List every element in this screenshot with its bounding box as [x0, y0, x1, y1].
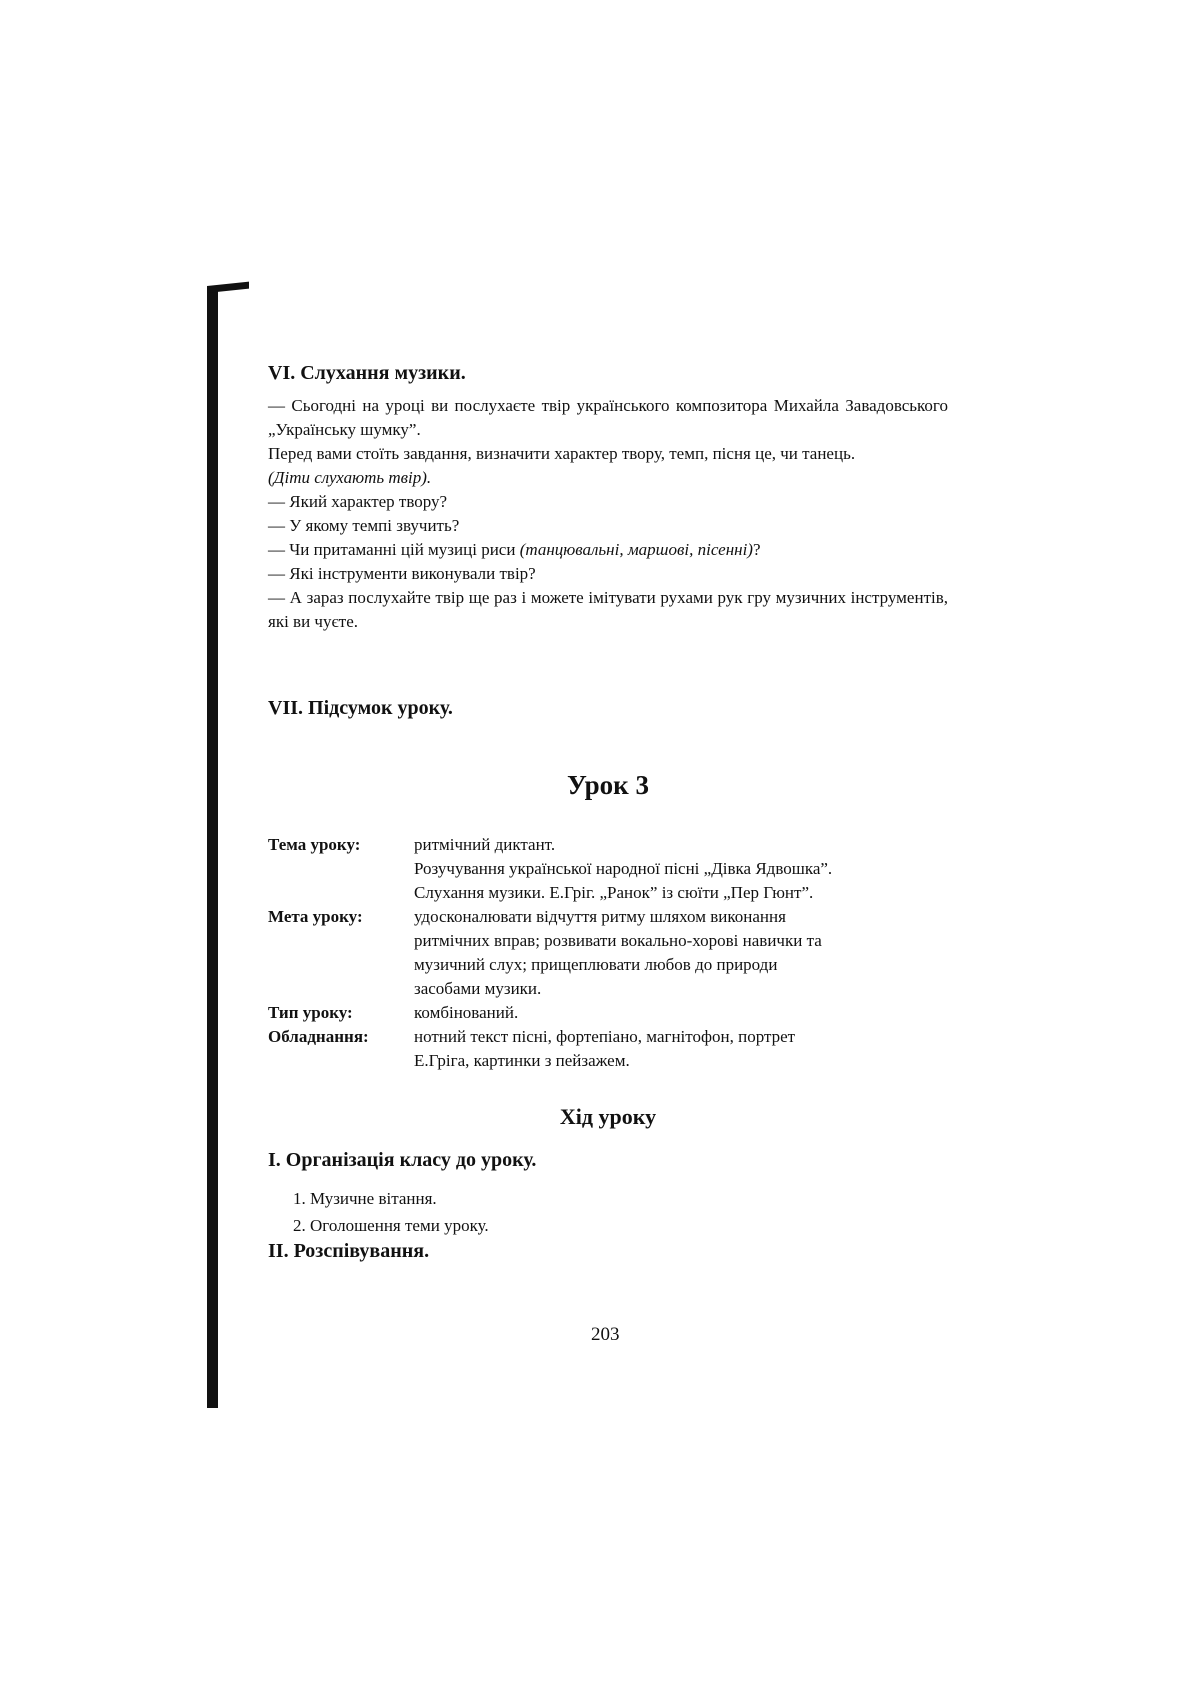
binding-edge: [207, 288, 218, 1408]
meta-row: [268, 1001, 948, 1025]
section-ii-title: II. Розспівування.: [268, 1240, 430, 1262]
question-character: — Який характер твору?: [268, 492, 448, 511]
lesson-plan-title: Хід уроку: [559, 1104, 657, 1129]
meta-value: [414, 1025, 948, 1073]
meta-value-line: ритмічний диктант.: [414, 835, 556, 854]
meta-row: [268, 1025, 948, 1073]
question-features-options: (танцювальні, маршові, пісенні): [519, 540, 753, 559]
list-item: 1. Музичне вітання.: [293, 1189, 437, 1208]
meta-value-line: удосконалювати відчуття ритму шляхом виконання: [414, 907, 786, 926]
question-features-start: — Чи притаманні цій музиці риси: [268, 540, 520, 559]
section-vi-task: Перед вами стоїть завдання, визначити характер твору, темп, пісня це, чи танець.: [268, 444, 856, 463]
question-instruments: — Які інструменти виконували твір?: [268, 564, 536, 583]
question-tempo: — У якому темпі звучить?: [268, 516, 460, 535]
section-vi-intro: — Сьогодні на уроці ви послухаєте твір українського композитора Михайла Завадовського „Українську шумку”.: [268, 396, 948, 439]
question-features-end: ?: [752, 540, 761, 559]
meta-value-line: комбінований.: [414, 1003, 519, 1022]
meta-row: [268, 833, 948, 905]
meta-value-line: нотний текст пісні, фортепіано, магнітофон, портрет: [414, 1027, 796, 1046]
section-i-title: I. Організація класу до уроку.: [268, 1149, 537, 1171]
lesson-meta-table: [268, 833, 948, 1073]
section-vi-instruction: — А зараз послухайте твір ще раз і можете імітувати рухами рук гру музичних інструментів, які ви чуєте.: [268, 588, 948, 631]
meta-key: Тип уроку:: [268, 1003, 353, 1022]
page-number: 203: [591, 1324, 620, 1345]
meta-value-line: засобами музики.: [414, 979, 542, 998]
meta-value-line: ритмічних вправ; розвивати вокально-хорові навички та: [414, 931, 822, 950]
meta-value: [414, 1001, 948, 1025]
section-i-list: [293, 1185, 489, 1239]
question-features: [268, 538, 948, 562]
meta-value-line: музичний слух; прищеплювати любов до природи: [414, 955, 778, 974]
section-vii-title: VII. Підсумок уроку.: [268, 697, 453, 719]
meta-key: Обладнання:: [268, 1027, 369, 1046]
meta-value: [414, 833, 948, 905]
meta-row: [268, 905, 948, 1001]
meta-value-line: Слухання музики. Е.Гріг. „Ранок” із сюїти „Пер Гюнт”.: [414, 883, 814, 902]
section-vi: [268, 360, 948, 634]
meta-key: Тема уроку:: [268, 835, 361, 854]
meta-value-line: Розучування української народної пісні „Дівка Ядвошка”.: [414, 859, 833, 878]
section-vi-stage-direction: (Діти слухають твір).: [268, 468, 432, 487]
lesson-title: Урок 3: [567, 770, 649, 800]
meta-value-line: Е.Гріга, картинки з пейзажем.: [414, 1051, 630, 1070]
binding-corner: [207, 282, 249, 293]
meta-key: Мета уроку:: [268, 907, 363, 926]
list-item: 2. Оголошення теми уроку.: [293, 1216, 489, 1235]
meta-value: [414, 905, 948, 1001]
section-vi-title: VI. Слухання музики.: [268, 362, 466, 384]
